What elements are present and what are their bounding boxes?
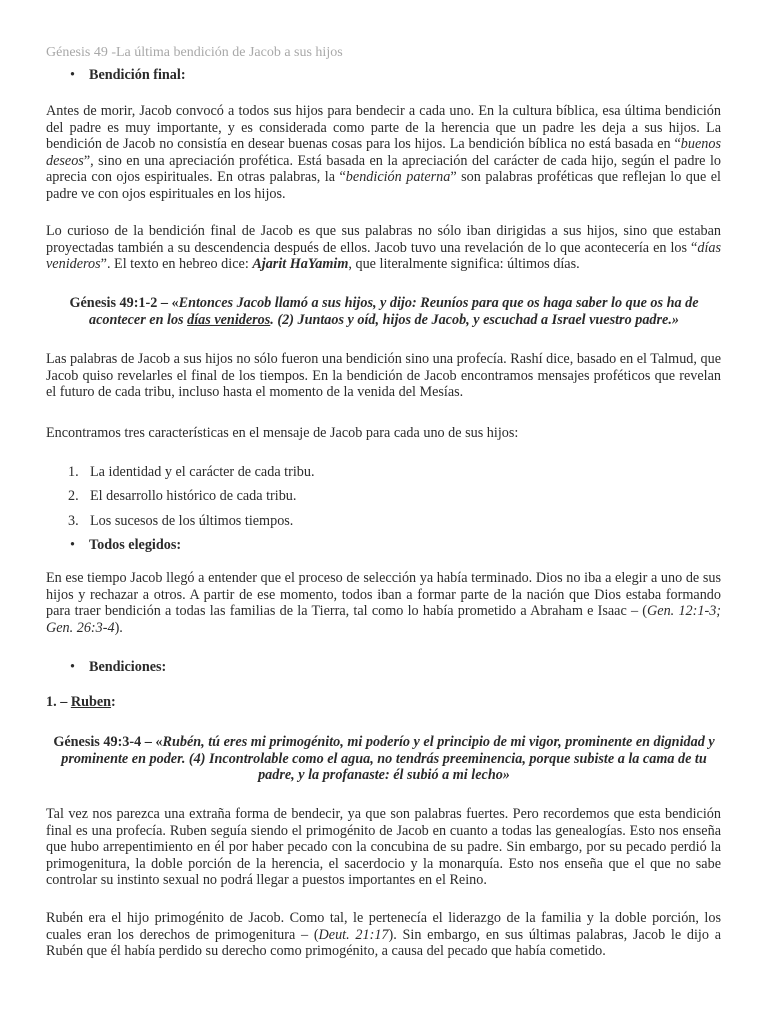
section-title: Bendiciones: <box>89 659 167 675</box>
bullet-icon: • <box>70 67 75 83</box>
paragraph-ruben-2: Rubén era el hijo primogénito de Jacob. Como tal, le pertenecía el liderazgo de la familia y la doble porción, los cuales eran los derechos de primogenitura – (Deut. 21:17). Sin embargo, en sus últimas palabras, Jacob le dijo a Rubén que él había perdido su derecho como primogénito, a causa del pecado que había cometido. <box>46 910 721 960</box>
document-page: Génesis 49 -La última bendición de Jacob a sus hijos • Bendición final: Antes de morir, Jacob convocó a todos sus hijos para bendecir a cada uno. En la cultura bíblica, esa última bendición del padre es muy importante, y es considerada como parte de la herencia que un padre les deja a sus hijos. La bendición de Jacob no consistía en desear buenas cosas para los hijos. La bendición bíblica no está basada en “buenos deseos”, sino en una apreciación profética. Está basada en la apreciación del carácter de cada hijo, según el padre lo aprecia con ojos espirituales. En otras palabras, la “bendición paterna” son palabras proféticas que reflejan lo que el padre ve con ojos espirituales en los hijos. Lo curioso de la bendición final de Jacob es que sus palabras no sólo iban dirigidas a sus hijos, sino que estaban proyectadas también a su descendencia después de ellos. Jacob tuvo una revelación de lo que acontecería en los “días venideros”. El texto en hebreo dice: Ajarit HaYamim, que literalmente significa: últimos días. Génesis 49:1-2 – «Entonces Jacob llamó a sus hijos, y dijo: Reuníos para que os haga saber lo que os ha de acontecer en los días venideros. (2) Juntaos y oíd, hijos de Jacob, y escuchad a Israel vuestro padre.» Las palabras de Jacob a sus hijos no sólo fueron una bendición sino una profecía. Rashí dice, basado en el Talmud, que Jacob quiso revelarles el final de los tiempos. En la bendición de Jacob encontramos mensajes proféticos que revelan el futuro de cada tribu, incluso hasta el momento de la venida del Mesías. Encontramos tres características en el mensaje de Jacob para cada uno de sus hijos: 1. La identidad y el carácter de cada tribu. 2. El desarrollo histórico de cada tribu. 3. Los sucesos de los últimos tiempos. • Todos elegidos: En ese tiempo Jacob llegó a entender que el proceso de selección ya había terminado. Dios no iba a elegir a uno de sus hijos y rechazar a otros. A partir de ese momento, todos iban a formar parte de la nación que Dios estaba formando para traer bendición a todas las familias de la Tierra, tal como lo había prometido a Abraham e Isaac – (Gen. 12:1-3; Gen. 26:3-4). • Bendiciones: 1. – Ruben: Génesis 49:3-4 – «Rubén, tú eres mi primogénito, mi poderío y el principio de mi vigor, prominente en dignidad y prominente en poder. (4) Incontrolable como el agua, no tendrás preeminencia, porque subiste a la cama de tu padre, y la profanaste: él subió a mi lecho» Tal vez nos parezca una extraña forma de bendecir, ya que son palabras fuertes. Pero recordemos que esta bendición final es una profecía. Ruben seguía siendo el primogénito de Jacob en cuanto a todas las genealogías. Esto nos enseña que hubo arrepentimiento en él por haber pecado con la concubina de su padre. Sin embargo, por su pecado perdió la primogenitura, la doble porción de la herencia, el sacerdocio y la monarquía. Esto nos enseña que el que no sabe controlar su instinto sexual no podrá llegar a puestos importantes en el Reino. Rubén era el hijo primogénito de Jacob. Como tal, le pertenecía el liderazgo de la familia y la doble porción, los cuales eran los derechos de primogenitura – (Deut. 21:17). Sin embargo, en sus últimas palabras, Jacob le dijo a Rubén que él había perdido su derecho como primogénito, a causa del pecado que había cometido. <box>46 45 722 960</box>
heading-ruben: 1. – Ruben: <box>46 694 116 710</box>
bullet-icon: • <box>70 659 75 675</box>
paragraph-curioso: Lo curioso de la bendición final de Jacob es que sus palabras no sólo iban dirigidas a sus hijos, sino que estaban proyectadas también a su descendencia después de ellos. Jacob tuvo una revelación de lo que acontecería en los “días venideros”. El texto en hebreo dice: Ajarit HaYamim, que literalmente significa: últimos días. <box>46 223 721 273</box>
bullet-icon: • <box>70 537 75 553</box>
section-title: Todos elegidos: <box>89 537 182 553</box>
paragraph-ruben-1: Tal vez nos parezca una extraña forma de bendecir, ya que son palabras fuertes. Pero recordemos que esta bendición final es una profecía. Ruben seguía siendo el primogénito de Jacob en cuanto a todas las genealogías. Esto nos enseña que hubo arrepentimiento en él por haber pecado con la concubina de su padre. Sin embargo, por su pecado perdió la primogenitura, la doble porción de la herencia, el sacerdocio y la monarquía. Esto nos enseña que el que no sabe controlar su instinto sexual no podrá llegar a puestos importantes en el Reino. <box>46 806 721 889</box>
quote-genesis-49-3-4: Génesis 49:3-4 – «Rubén, tú eres mi primogénito, mi poderío y el principio de mi vigor, prominente en dignidad y prominente en poder. (4) Incontrolable como el agua, no tendrás preeminencia, porque subiste a la cama de tu padre, y la profanaste: él subió a mi lecho» <box>53 734 715 784</box>
quote-genesis-49-1-2: Génesis 49:1-2 – «Entonces Jacob llamó a sus hijos, y dijo: Reuníos para que os haga saber lo que os ha de acontecer en los días venideros. (2) Juntaos y oíd, hijos de Jacob, y escuchad a Israel vuestro padre.» <box>69 295 699 328</box>
section-title: Bendición final: <box>89 67 186 83</box>
page-header: Génesis 49 -La última bendición de Jacob a sus hijos <box>46 45 343 60</box>
paragraph-profecia: Las palabras de Jacob a sus hijos no sólo fueron una bendición sino una profecía. Rashí dice, basado en el Talmud, que Jacob quiso revelarles el final de los tiempos. En la bendición de Jacob encontramos mensajes proféticos que revelan el futuro de cada tribu, incluso hasta el momento de la venida del Mesías. <box>46 351 721 401</box>
paragraph-caracteristicas: Encontramos tres características en el mensaje de Jacob para cada uno de sus hijos: <box>46 425 519 441</box>
paragraph-todos-elegidos: En ese tiempo Jacob llegó a entender que el proceso de selección ya había terminado. Dios no iba a elegir a uno de sus hijos y rechazar a otros. A partir de ese momento, todos iban a formar parte de la nación que Dios estaba formando para traer bendición a todas las familias de la Tierra, tal como lo había prometido a Abraham e Isaac – (Gen. 12:1-3; Gen. 26:3-4). <box>46 570 722 636</box>
paragraph-intro: Antes de morir, Jacob convocó a todos sus hijos para bendecir a cada uno. En la cultura bíblica, esa última bendición del padre es muy importante, y es considerada como parte de la herencia que un padre les deja a sus hijos. La bendición de Jacob no consistía en desear buenas cosas para los hijos. La bendición bíblica no está basada en “buenos deseos”, sino en una apreciación profética. Está basada en la apreciación del carácter de cada hijo, según el padre lo aprecia con ojos espirituales. En otras palabras, la “bendición paterna” son palabras proféticas que reflejan lo que el padre ve con ojos espirituales en los hijos. <box>46 103 721 202</box>
